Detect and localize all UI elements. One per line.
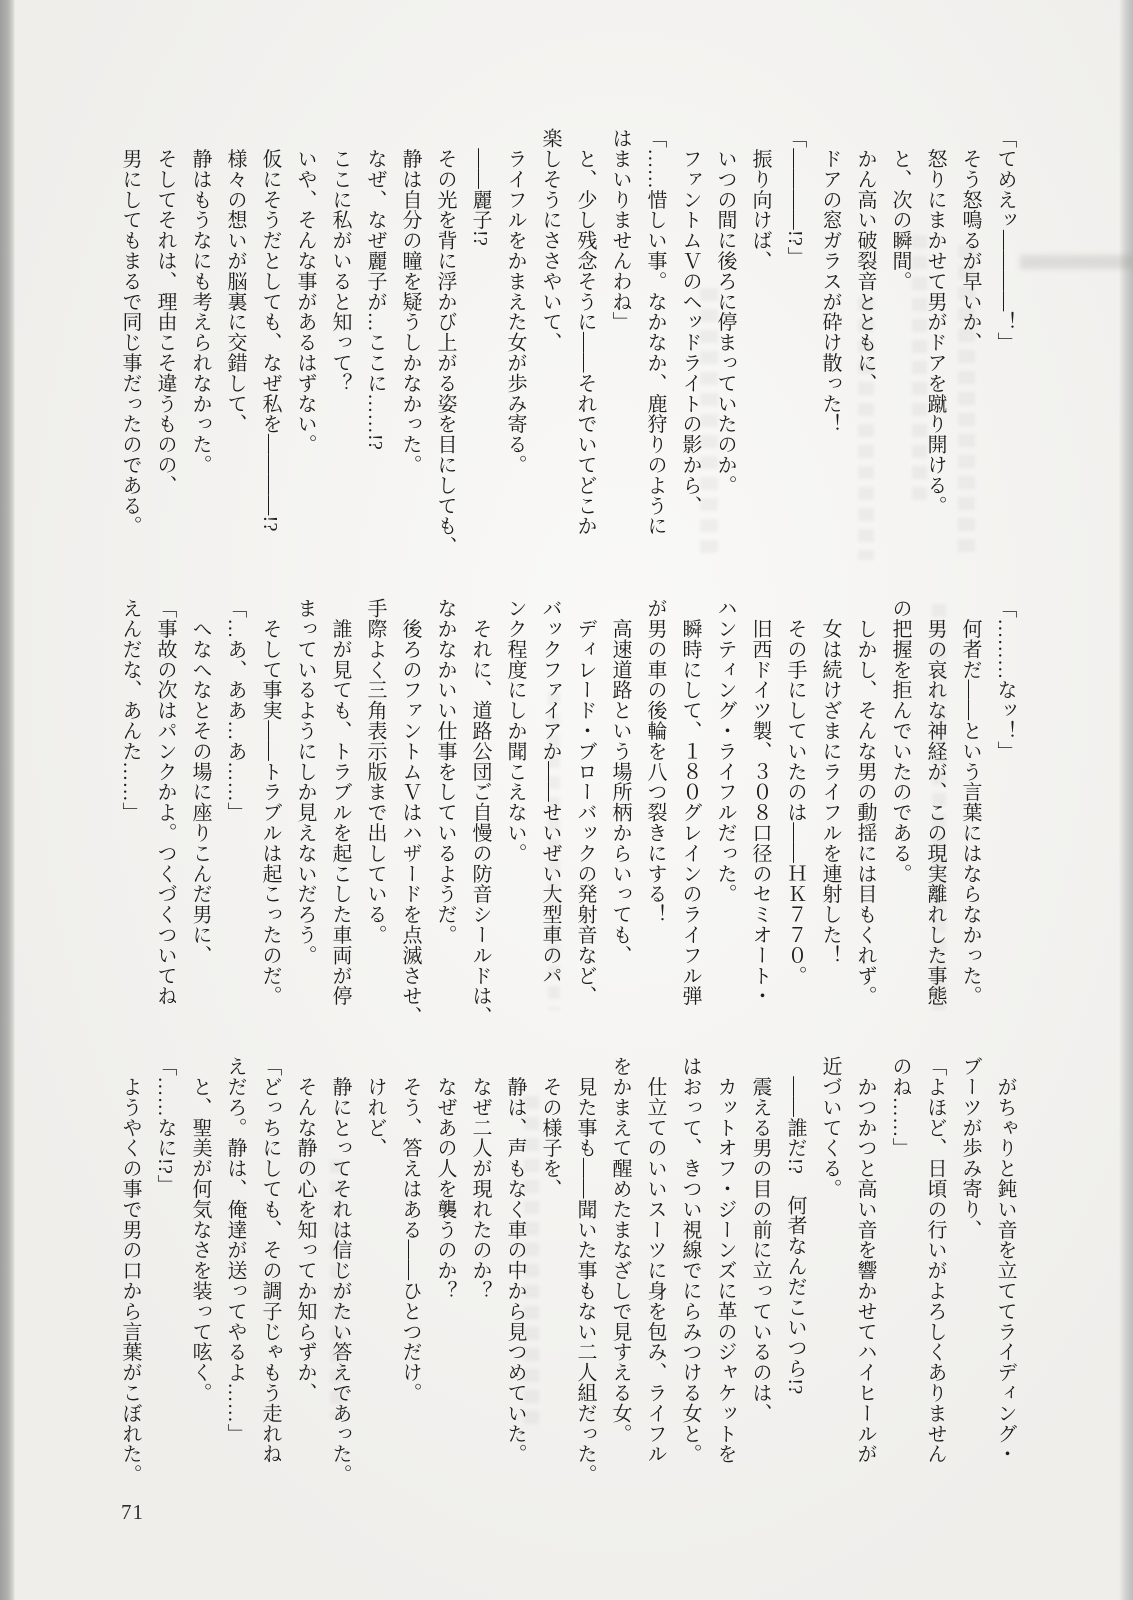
text-line: 旧西ドイツ製、３０８口径のセミオート・ xyxy=(749,598,771,1006)
text-line: 仕立てのいいスーツに身を包み、ライフル xyxy=(644,1056,666,1464)
text-line: その様子を、 xyxy=(539,1056,561,1199)
text-line: はおって、きつい視線でにらみつける女と。 xyxy=(679,1056,701,1464)
text-line: の把握を拒んでいたのである。 xyxy=(889,598,911,884)
text-line: えだろ。静は、俺達が送ってやるよ……」 xyxy=(224,1056,246,1444)
text-line: ここに私がいると知って？ xyxy=(329,128,351,394)
text-line: のね……」 xyxy=(889,1056,911,1158)
text-line: 仮にそうだとしても、なぜ私を――――!? xyxy=(259,128,281,532)
text-line: をかまえて醒めたまなざしで見すえる女。 xyxy=(609,1056,631,1444)
text-line: 静にとってそれは信じがたい答えであった。 xyxy=(329,1056,351,1485)
text-line: 振り向けば、 xyxy=(749,128,771,271)
text-line: がちゃりと鈍い音を立ててライディング・ xyxy=(994,1056,1016,1464)
text-line: そう怒鳴るが早いか、 xyxy=(959,128,981,353)
text-line: ライフルをかまえた女が歩み寄る。 xyxy=(504,128,526,475)
text-line: それに、道路公団ご自慢の防音シールドは、 xyxy=(469,598,491,1027)
text-line: ディレード・ブローバックの発射音など、 xyxy=(574,598,596,1006)
text-line: 「……惜しい事。なかなか、鹿狩りのように xyxy=(644,128,666,536)
text-line: と、次の瞬間。 xyxy=(889,128,911,292)
text-line: ドアの窓ガラスが砕け散った！ xyxy=(819,128,841,434)
text-line: 静は自分の瞳を疑うしかなかった。 xyxy=(399,128,421,475)
text-line: ――誰だ!? 何者なんだこいつら!? xyxy=(784,1056,806,1395)
text-line: けれど、 xyxy=(364,1056,386,1158)
text-line: 何者だ――という言葉にはならなかった。 xyxy=(959,598,981,1006)
text-line: 静は、声もなく車の中から見つめていた。 xyxy=(504,1056,526,1464)
text-line: はまいりませんわね」 xyxy=(609,128,631,332)
text-line: そしてそれは、理由こそ違うものの、 xyxy=(154,128,176,496)
text-line: カットオフ・ジーンズに革のジャケットを xyxy=(714,1056,736,1464)
text-line: 「てめえッ――――！」 xyxy=(994,128,1016,353)
text-line: その光を背に浮かび上がる姿を目にしても、 xyxy=(434,128,456,557)
text-line: ハンティング・ライフルだった。 xyxy=(714,598,736,904)
text-line: なぜ二人が現れたのか？ xyxy=(469,1056,491,1301)
text-line: 誰が見ても、トラブルを起こした車両が停 xyxy=(329,598,351,1006)
text-line: しかし、そんな男の動揺には目もくれず。 xyxy=(854,598,876,1006)
text-line: 「――――!?」 xyxy=(784,128,806,267)
text-line: 「よほど、日頃の行いがよろしくありません xyxy=(924,1056,946,1464)
text-line: いや、そんな事があるはずない。 xyxy=(294,128,316,455)
text-line: と、少し残念そうに――それでいてどこか xyxy=(574,128,596,536)
text-line: 女は続けざまにライフルを連射した！ xyxy=(819,598,841,966)
text-line: 「………なッ！」 xyxy=(994,598,1016,762)
text-line: 見た事も――聞いた事もない二人組だった。 xyxy=(574,1056,596,1485)
text-line: へなへなとその場に座りこんだ男に、 xyxy=(189,598,211,966)
text-line: かん高い破裂音とともに、 xyxy=(854,128,876,394)
text-line: えんだな、あんた……」 xyxy=(119,598,141,823)
text-line: なぜ、なぜ麗子が…ここに……!? xyxy=(364,128,386,451)
text-line: ファントムＶのヘッドライトの影から、 xyxy=(679,128,701,516)
text-line: が男の車の後輪を八つ裂きにする！ xyxy=(644,598,666,925)
text-line: 静はもうなにも考えられなかった。 xyxy=(189,128,211,475)
text-line: 怒りにまかせて男がドアを蹴り開ける。 xyxy=(924,128,946,516)
text-line: かつかつと高い音を響かせてハイヒールが xyxy=(854,1056,876,1464)
text-block-scene-3 xyxy=(112,1056,1022,1511)
text-block-scene-1 xyxy=(112,128,1022,583)
text-line: 楽しそうにささやいて、 xyxy=(539,128,561,353)
text-line: 近づいてくる。 xyxy=(819,1056,841,1199)
text-block-scene-2 xyxy=(112,598,1022,1053)
text-line: ――麗子!? xyxy=(469,128,491,247)
text-line: そんな静の心を知ってか知らずか、 xyxy=(294,1056,316,1403)
text-line: バックファイアか――せいぜい大型車のパ xyxy=(539,598,561,986)
text-line: 手際よく三角表示版まで出している。 xyxy=(364,598,386,945)
text-line: 「どっちにしても、その調子じゃもう走れね xyxy=(259,1056,281,1464)
scan-artifact xyxy=(1020,255,1133,269)
text-line: 震える男の目の前に立っているのは、 xyxy=(749,1056,771,1424)
text-line: ブーツが歩み寄り、 xyxy=(959,1056,981,1240)
text-line: まっているようにしか見えないだろう。 xyxy=(294,598,316,966)
text-line: いつの間に後ろに停まっていたのか。 xyxy=(714,128,736,496)
text-line: 様々の想いが脳裏に交錯して、 xyxy=(224,128,246,434)
text-line: そう、答えはある――ひとつだけ。 xyxy=(399,1056,421,1403)
text-line: ようやくの事で男の口から言葉がこぼれた。 xyxy=(119,1056,141,1485)
text-line: 「事故の次はパンクかよ。つくづくついてね xyxy=(154,598,176,1006)
text-line: そして事実――トラブルは起こったのだ。 xyxy=(259,598,281,1006)
page-gutter-shadow xyxy=(0,0,15,1600)
text-line: 高速道路という場所柄からいっても、 xyxy=(609,598,631,966)
text-line: その手にしていたのは――ＨＫ７７０。 xyxy=(784,598,806,986)
text-line: と、聖美が何気なさを装って呟く。 xyxy=(189,1056,211,1403)
text-line: 瞬時にして、１８０グレインのライフル弾 xyxy=(679,598,701,1006)
page-number: 71 xyxy=(121,1500,144,1524)
text-line: 「…あ、ああ…あ……」 xyxy=(224,598,246,823)
text-line: なぜあの人を襲うのか？ xyxy=(434,1056,456,1301)
text-line: 男にしてもまるで同じ事だったのである。 xyxy=(119,128,141,536)
text-line: 男の哀れな神経が、この現実離れした事態 xyxy=(924,598,946,1006)
text-line: 後ろのファントムＶはハザードを点滅させ、 xyxy=(399,598,421,1027)
text-line: ンク程度にしか聞こえない。 xyxy=(504,598,526,864)
page-edge-shadow xyxy=(1119,0,1133,1600)
text-line: 「……なに!?」 xyxy=(154,1056,176,1195)
text-line: なかなかいい仕事をしているようだ。 xyxy=(434,598,456,945)
